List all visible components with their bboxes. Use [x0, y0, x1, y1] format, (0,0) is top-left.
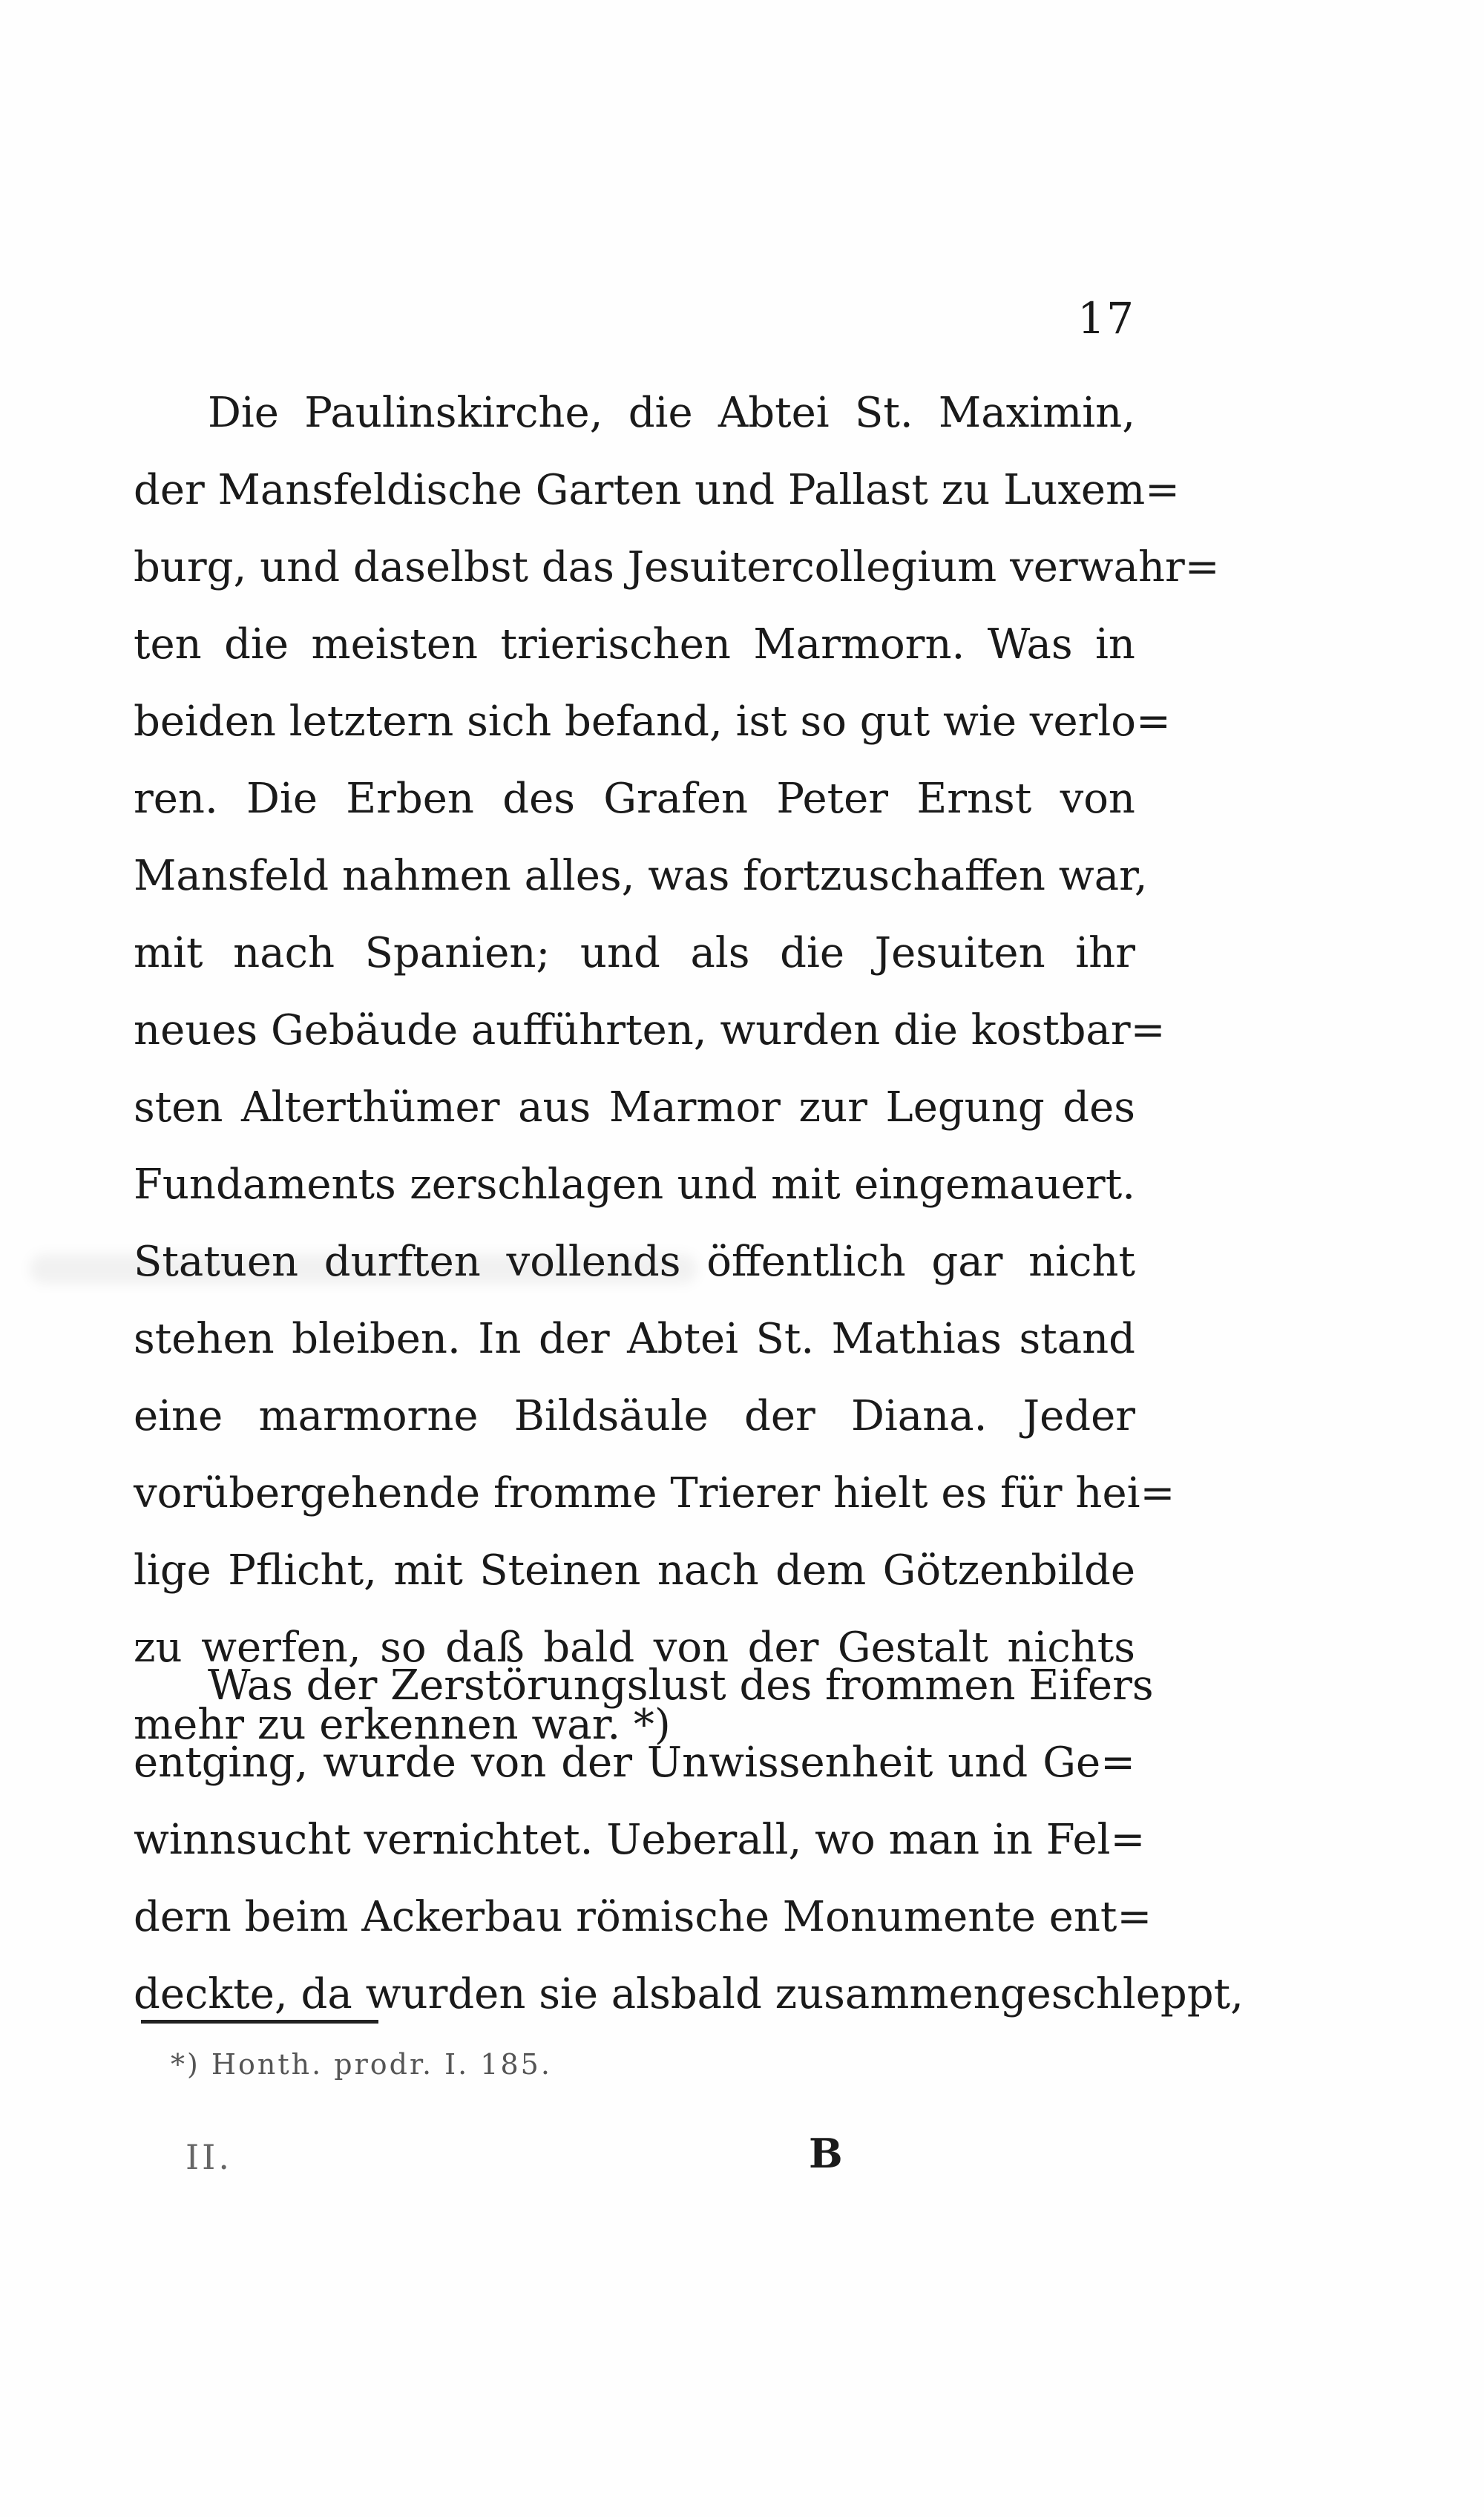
- text-line: Die Paulinskirche, die Abtei St. Maximin,: [208, 389, 1135, 437]
- text-line: ren. Die Erben des Grafen Peter Ernst von: [134, 775, 1135, 823]
- text-line: deckte, da wurden sie alsbald zusammengeschleppt,: [134, 1970, 1244, 2018]
- paragraph-2: [134, 1647, 1244, 2033]
- signature-letter: B: [809, 2130, 843, 2177]
- signature-mark: II.: [186, 2137, 232, 2177]
- text-line: eine marmorne Bildsäule der Diana. Jeder: [134, 1392, 1135, 1440]
- text-line: neues Gebäude aufführten, wurden die kostbar=: [134, 1006, 1166, 1054]
- text-line: vorübergehende fromme Trierer hielt es für hei=: [134, 1469, 1175, 1517]
- text-line: Statuen durften vollends öffentlich gar nicht: [134, 1238, 1135, 1286]
- text-line: sten Alterthümer aus Marmor zur Legung des: [134, 1083, 1135, 1132]
- text-line: Was der Zerstörungslust des frommen Eifers: [208, 1661, 1154, 1710]
- footnote-rule: [141, 2020, 378, 2024]
- text-line: lige Pflicht, mit Steinen nach dem Götzenbilde: [134, 1546, 1135, 1595]
- text-line: zu werfen, so daß bald von der Gestalt nichts: [134, 1624, 1135, 1672]
- text-line: mehr zu erkennen war. *): [134, 1701, 671, 1749]
- text-line: Mansfeld nahmen alles, was fortzuschaffen war,: [134, 852, 1148, 900]
- text-line: der Mansfeldische Garten und Pallast zu Luxem=: [134, 466, 1181, 514]
- paragraph-1: [134, 375, 1220, 1764]
- text-line: Fundaments zerschlagen und mit eingemauert.: [134, 1161, 1135, 1209]
- footnote: *) Honth. prodr. I. 185.: [171, 2048, 552, 2081]
- page-number: 17: [1077, 293, 1135, 344]
- text-line: beiden letztern sich befand, ist so gut wie verlo=: [134, 698, 1171, 746]
- text-line: dern beim Ackerbau römische Monumente ent=: [134, 1893, 1152, 1941]
- text-line: winnsucht vernichtet. Ueberall, wo man in Fel=: [134, 1816, 1146, 1864]
- text-line: stehen bleiben. In der Abtei St. Mathias stand: [134, 1315, 1135, 1363]
- text-line: mit nach Spanien; und als die Jesuiten ihr: [134, 929, 1135, 977]
- text-line: burg, und daselbst das Jesuitercollegium verwahr=: [134, 543, 1220, 591]
- text-line: entging, wurde von der Unwissenheit und Ge=: [134, 1739, 1135, 1787]
- text-line: ten die meisten trierischen Marmorn. Was in: [134, 620, 1135, 669]
